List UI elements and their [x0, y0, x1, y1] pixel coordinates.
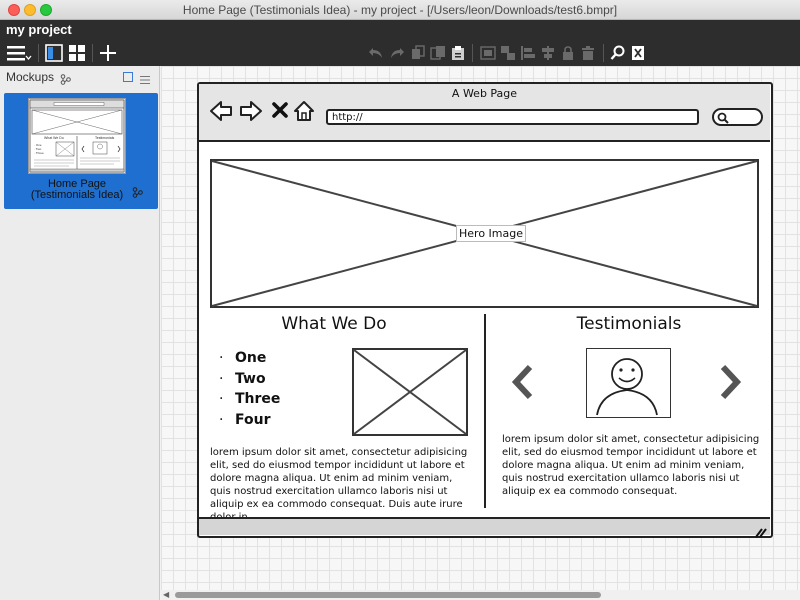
previous-chevron-icon[interactable]	[510, 364, 534, 404]
ungroup-icon[interactable]	[500, 45, 516, 61]
scrollbar-thumb[interactable]	[175, 592, 601, 598]
mockup-thumbnail-image	[28, 98, 126, 174]
horizontal-scrollbar[interactable]	[161, 590, 800, 600]
forward-arrow-icon[interactable]	[239, 100, 263, 126]
svg-text:· One: · One	[34, 143, 42, 147]
duplicate-icon[interactable]	[430, 45, 446, 61]
scroll-left-arrow-icon[interactable]: ◀	[163, 590, 170, 599]
project-name: my project	[6, 22, 72, 37]
list-item: · One	[219, 350, 267, 366]
branch-icon[interactable]	[60, 72, 71, 90]
branch-icon[interactable]	[132, 185, 143, 203]
window-title: Home Page (Testimonials Idea) - my project - [/Users/leon/Downloads/test6.bmpr]	[182, 3, 618, 17]
magnifier-icon	[717, 112, 729, 124]
testimonial-portrait[interactable]	[586, 348, 671, 418]
stop-icon[interactable]	[272, 102, 288, 122]
trash-icon[interactable]	[580, 45, 596, 61]
list-item: · Three	[219, 391, 281, 407]
mockups-panel-header	[0, 66, 160, 88]
testimonial-paragraph: lorem ipsum dolor sit amet, consectetur adipisicing elit, sed do eiusmod tempor incididunt ut labore et dolore magna aliqua. Ut enim ad minim veniam, quis nostrud exercitation ullamco laboris nisi ut aliquip ex ea commodo consequat.	[502, 434, 760, 497]
toolbar-separator	[472, 44, 473, 62]
lock-icon[interactable]	[560, 45, 576, 61]
grid-view-icon[interactable]	[68, 44, 86, 62]
toolbar-separator	[38, 44, 39, 62]
browser-chrome	[199, 84, 770, 142]
browser-window-mockup[interactable]	[197, 82, 773, 538]
copy-icon[interactable]	[410, 45, 426, 61]
next-chevron-icon[interactable]	[719, 364, 743, 404]
hero-image-label: Hero Image	[456, 225, 526, 242]
paste-icon[interactable]	[450, 45, 466, 61]
list-item: · Four	[219, 411, 271, 428]
toolbar-separator	[92, 44, 93, 62]
toolbar-separator	[603, 44, 604, 62]
svg-text:· Two: · Two	[34, 147, 42, 151]
column-divider	[484, 314, 486, 508]
svg-text:Testimonials: Testimonials	[95, 136, 115, 140]
svg-text:· Three: · Three	[34, 151, 44, 155]
window-titlebar	[0, 0, 800, 20]
editor-canvas[interactable]	[161, 66, 800, 590]
what-we-do-heading: What We Do	[281, 314, 387, 334]
browser-status-bar	[199, 517, 770, 535]
undo-icon[interactable]	[368, 45, 384, 61]
what-we-do-paragraph: lorem ipsum dolor sit amet, consectetur adipisicing elit, sed do eiusmod tempor incididunt ut labore et dolore magna aliqua. Ut enim ad minim veniam, quis nostrud exercitation ullamco laboris nisi ut aliquip ex ea commodo consequat. Duis aute irure	[210, 447, 468, 510]
resize-grip-icon[interactable]	[754, 523, 766, 542]
redo-icon[interactable]	[389, 45, 405, 61]
app-toolbar	[0, 20, 800, 66]
url-field[interactable]: http://	[326, 109, 699, 125]
add-icon[interactable]	[99, 44, 117, 62]
group-icon[interactable]	[480, 45, 496, 61]
mockups-panel	[0, 66, 160, 600]
single-panel-view-icon[interactable]	[45, 44, 63, 62]
svg-text:What We Do: What We Do	[44, 136, 64, 140]
back-arrow-icon[interactable]	[209, 100, 233, 126]
mockup-thumbnail-home-page[interactable]	[4, 93, 158, 209]
browser-title: A Web Page	[451, 87, 518, 100]
distribute-icon[interactable]	[540, 45, 556, 61]
what-we-do-list	[219, 348, 280, 430]
list-item: · Two	[219, 370, 266, 387]
browser-search-field[interactable]	[712, 108, 763, 126]
mockup-thumbnail-caption: Home Page (Testimonials Idea)	[30, 178, 124, 201]
search-icon[interactable]	[610, 45, 626, 61]
export-icon[interactable]	[630, 45, 646, 61]
thumbnail-view-button[interactable]	[123, 72, 133, 82]
list-view-button[interactable]	[140, 72, 150, 90]
hero-image-placeholder[interactable]	[210, 159, 759, 308]
home-icon[interactable]	[293, 100, 315, 126]
hamburger-menu-icon[interactable]	[6, 44, 32, 62]
testimonials-heading: Testimonials	[576, 314, 682, 334]
what-we-do-image-placeholder[interactable]	[352, 348, 468, 436]
smiley-face-icon	[587, 349, 669, 416]
align-icon[interactable]	[520, 45, 536, 61]
mockups-label: Mockups	[6, 70, 55, 84]
